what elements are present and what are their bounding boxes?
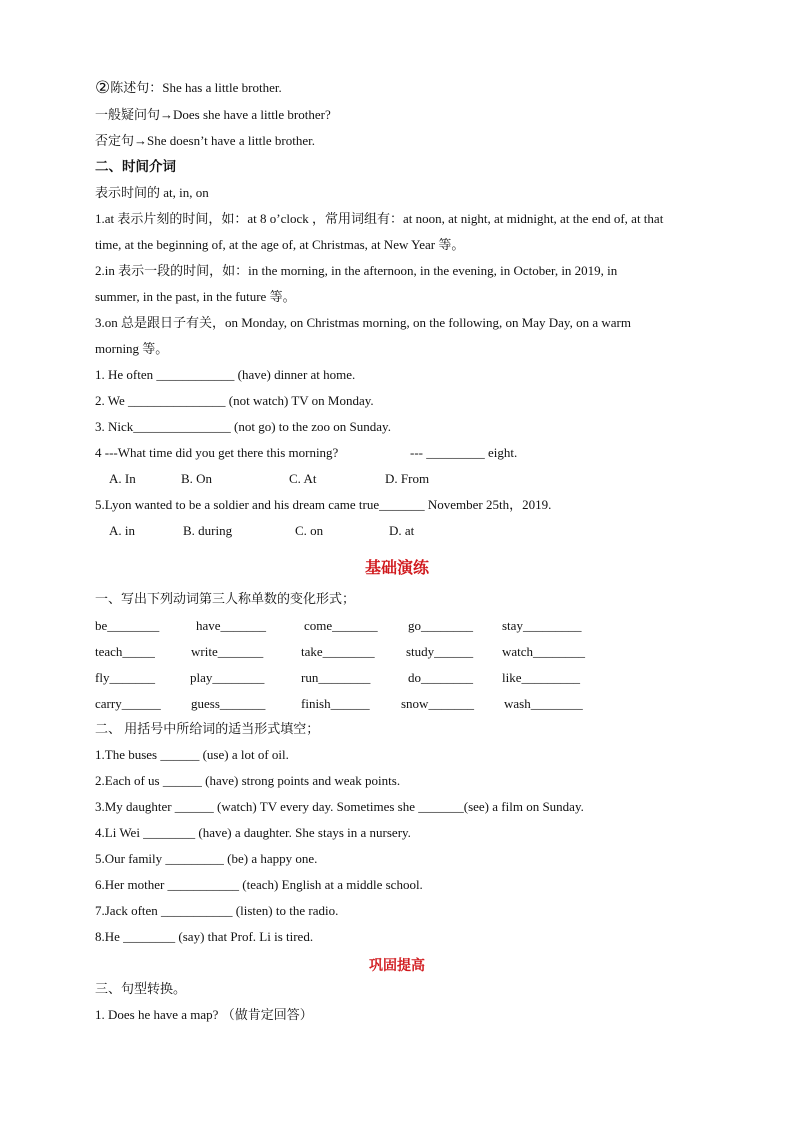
fill-item: 2.Each of us ______ (have) strong points and weak points. (95, 773, 401, 788)
verb-cell: take________ (301, 644, 375, 659)
verb-cell: study______ (406, 644, 474, 659)
circled-number-two: ② (95, 78, 111, 97)
verb-cell: stay_________ (502, 618, 582, 633)
verb-cell: go________ (408, 618, 473, 633)
exercise-5: 5.Lyon wanted to be a soldier and his dream came true_______ November 25th，2019. (95, 497, 552, 512)
fill-item: 8.He ________ (say) that Prof. Li is tired. (95, 929, 314, 944)
intro-question: 一般疑问句→Does she have a little brother? (95, 107, 331, 122)
verb-cell: be________ (95, 618, 160, 633)
exercise-5-option-d: D. at (389, 523, 415, 538)
exercise-4-answer: --- _________ eight. (410, 445, 518, 460)
verb-cell: wash________ (504, 696, 583, 711)
verb-cell: snow_______ (401, 696, 474, 711)
rule-in-line2: summer, in the past, in the future 等。 (95, 289, 296, 304)
section-heading-time-prepositions: 二、时间介词 (95, 159, 176, 174)
rule-in-line1: 2.in 表示一段的时间，如：in the morning, in the afternoon, in the evening, in October, in 2019, in (95, 263, 618, 278)
intro-statement: ②陈述句：She has a little brother. (95, 78, 282, 97)
basic-heading-2: 二、 用括号中所给词的适当形式填空； (95, 721, 320, 736)
rule-on-line2: morning 等。 (95, 341, 169, 356)
fill-item: 5.Our family _________ (be) a happy one. (95, 851, 318, 866)
intro-negative: 否定句→She doesn’t have a little brother. (95, 133, 315, 148)
exercise-4-option-d: D. From (385, 471, 430, 486)
basic-heading-1: 一、写出下列动词第三人称单数的变化形式； (95, 591, 356, 606)
transform-question-1: 1. Does he have a map? （做肯定回答） (95, 1007, 313, 1022)
verb-cell: fly_______ (95, 670, 155, 685)
verb-cell: teach_____ (95, 644, 155, 659)
consolidate-heading-3: 三、句型转换。 (95, 981, 187, 996)
exercise-4-option-c: C. At (289, 471, 317, 486)
exercise-5-option-c: C. on (295, 523, 324, 538)
exercise-4-question: 4 ---What time did you get there this morning? (95, 445, 339, 460)
exercise-4-option-a: A. In (109, 471, 136, 486)
verb-cell: write_______ (191, 644, 264, 659)
fill-item: 1.The buses ______ (use) a lot of oil. (95, 747, 289, 762)
verb-cell: have_______ (196, 618, 267, 633)
fill-item: 4.Li Wei ________ (have) a daughter. She stays in a nursery. (95, 825, 411, 840)
rule-at-line2: time, at the beginning of, at the age of, at Christmas, at New Year 等。 (95, 237, 465, 252)
fill-item: 6.Her mother ___________ (teach) English at a middle school. (95, 877, 423, 892)
exercise-5-option-a: A. in (109, 523, 135, 538)
exercise-3: 3. Nick_______________ (not go) to the zoo on Sunday. (95, 419, 391, 434)
exercise-1: 1. He often ____________ (have) dinner at home. (95, 367, 356, 382)
time-prepositions-intro: 表示时间的 at, in, on (95, 185, 209, 200)
fill-item: 3.My daughter ______ (watch) TV every day. Sometimes she _______(see) a film on Sunday. (95, 799, 584, 814)
consolidate-title: 巩固提高 (369, 959, 425, 974)
exercise-5-option-b: B. during (183, 523, 233, 538)
fill-item: 7.Jack often ___________ (listen) to the radio. (95, 903, 339, 918)
verb-cell: run________ (301, 670, 371, 685)
verb-cell: like_________ (502, 670, 580, 685)
exercise-2: 2. We _______________ (not watch) TV on Monday. (95, 393, 374, 408)
verb-cell: carry______ (95, 696, 161, 711)
rule-on-line1: 3.on 总是跟日子有关，on Monday, on Christmas morning, on the following, on May Day, on a warm (95, 315, 631, 330)
verb-cell: finish______ (301, 696, 370, 711)
verb-cell: play________ (190, 670, 265, 685)
verb-cell: do________ (408, 670, 473, 685)
verb-cell: guess_______ (191, 696, 266, 711)
basic-practice-title: 基础演练 (364, 560, 429, 577)
verb-cell: watch________ (502, 644, 586, 659)
verb-cell: come_______ (304, 618, 378, 633)
exercise-4-option-b: B. On (181, 471, 213, 486)
rule-at-line1: 1.at 表示片刻的时间，如：at 8 o’clock ，常用词组有：at noon, at night, at midnight, at the end of, at that (95, 211, 664, 226)
